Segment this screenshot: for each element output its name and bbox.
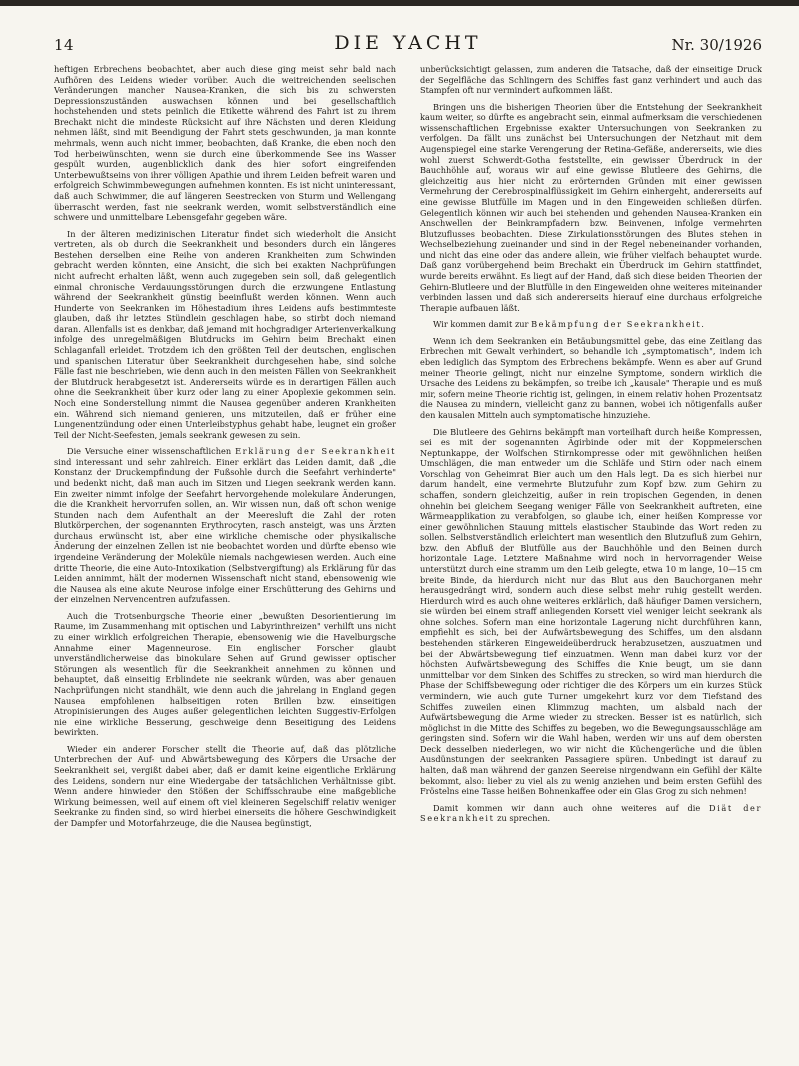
paragraph: Wenn ich dem Seekranken ein Betäubungsmittel gebe, das eine Zeitlang das Erbrechen mit Gewalt verhindert, so behandle ich „symptomatisch", indem ich eben lediglich das Symptom des Erbrechens bekämpfe. Wenn es aber auf Grund meiner Theorie gelingt, nicht nur einzelne Symptome, sondern wirklich die Ursache des Leidens zu bekämpfen, so treibe ich „kausale" Therapie und es muß mir, sofern meine Theorie richtig ist, gelingen, in einem relativ hohen Prozentsatz die Nausea zu mindern, vielleicht ganz zu bannen, wobei ich nötigenfalls außer den kausalen Mitteln auch symptomatische hinzuziehe. [420,335,762,420]
spaced-heading: Diät der Seekrankheit [420,802,762,824]
left-column [54,64,396,1060]
article-body [54,64,762,1060]
spaced-heading: Erklärung der Seekrankheit [235,446,396,457]
paragraph: In der älteren medizinischen Literatur findet sich wiederholt die Ansicht vertreten, als ob durch die Seekrankheit und besonders durch ein längeres Bestehen derselben eine Reihe von anderen Krankheiten zum Schwinden gebracht werden könnten, eine Ansicht, die sich bei exakten Nachprüfungen nicht aufrecht erhalten läßt, wenn auch zugegeben sein soll, daß gelegentlich einmal chronische Verdauungsstörungen durch die erzwungene Entlastung während der Seekrankheit günstig beeinflußt werden können. Wenn auch Hunderte von Seekranken im Höhestadium ihres Leidens aufs bestimmteste glauben, daß ihr letztes Stündlein geschlagen habe, so stirbt doch niemand daran. Allenfalls ist es denkbar, daß jemand mit hochgradiger Arterienverkalkung infolge des unregelmäßigen Blutdrucks im Gehirn beim Brechakt einen Schlaganfall erleidet. Trotzdem ich den größten Teil der deutschen, englischen und spanischen Literatur über Seekrankheit durchgesehen habe, sind solche Fälle fast nie beschrieben, wie denn auch in den meisten Fällen von Seekrankheit der Blutdruck herabgesetzt ist. Andererseits würde es in derartigen Fällen auch ohne die Seekrankheit über kurz oder lang zu einer Apoplexie gekommen sein. Noch eine Sonderstellung nimmt die Nausea gegenüber anderen Krankheiten ein. Während sich niemand genieren, uns mitzuteilen, daß er früher eine Lungenentzündung oder einen Unterleibstyphus gehabt habe, leugnet ein großer Teil der Nicht-Seefesten, jemals seekrank gewesen zu sein. [54,228,396,440]
page-number: 14 [54,36,75,54]
magazine-title: DIE YACHT [334,32,482,54]
paragraph-text: zu sprechen. [497,813,551,824]
paragraph [54,446,396,605]
issue-number: Nr. 30/1926 [671,36,762,54]
right-column [420,64,762,1060]
page-top-border [0,0,799,6]
paragraph: Auch die Trotsenburgsche Theorie einer „bewußten Desorientierung im Raume, im Zusammenhang mit optischen und Labyrinthreizen" verhilft uns nicht zu einer wirklich erfolgreichen Therapie, ebensowenig wie die Havelburgsche Annahme einer Magenneurose. Ein englischer Forscher glaubt unverständlicherweise das binokulare Sehen auf Grund gewisser optischer Störungen als wesentlich für die Seekrankheit annehmen zu können und behauptet, daß einseitig Erblindete nie seekrank würden, was aber genauen Nachprüfungen nicht standhält, wie denn auch die jahrelang in England gegen Nausea empfohlenen halbseitigen roten Brillen bzw. einseitigen Atropinisierungen des Auges außer gelegentlichen leichten Suggestiv-Erfolgen nie eine wirkliche Besserung, geschweige denn Beseitigung des Leidens bewirkten. [54,610,396,738]
paragraph: Bringen uns die bisherigen Theorien über die Entstehung der Seekrankheit kaum weiter, so dürfte es angebracht sein, einmal aufmerksam die verschiedenen wissenschaftlichen Ergebnisse exakter Untersuchungen von Seekranken zu verfolgen. Da fällt uns zunächst bei Untersuchungen der Netzhaut mit dem Augenspiegel eine starke Verengerung der Retina-Gefäße, andererseits, wie dies wohl zuerst Schwerdt-Gotha feststellte, ein gewisser Überdruck in der Bauchhöhle auf, woraus wir auf eine gewisse Blutleere des Gehirns, die gleichzeitig aus hier nicht zu erörternden Gründen mit einer gewissen Vermehrung der Cerebrospinalflüssigkeit im Gehirn einhergeht, andererseits auf eine gewisse Blutfülle im Magen und in den Eingeweiden schließen dürfen. Gelegentlich können wir auch bei stehenden und gehenden Nausea-Kranken ein Anschwellen der Beinkrampfadern bzw. Beinvenen, infolge vermehrten Blutzuflusses beobachten. Diese Zirkulationsstörungen des Blutes stehen in Wechselbeziehung zueinander und sind in der Regel nebeneinander vorhanden, und nicht das eine oder das andere allein, wie früher vielfach behauptet wurde. Daß ganz vorübergehend beim Brechakt ein Überdruck im Gehirn stattfindet, wurde bereits erwähnt. Es liegt auf der Hand, daß sich diese beiden Theorien der Gehirn-Blutleere und der Blutfülle in den Eingeweiden ohne weiteres miteinander verbinden lassen und daß sich andererseits hierauf eine durchaus erfolgreiche Therapie aufbauen läßt. [420,101,762,313]
paragraph-lead: Damit kommen wir dann auch ohne weiteres auf die [433,802,701,813]
paragraph: Wieder ein anderer Forscher stellt die Theorie auf, daß das plötzliche Unterbrechen der Auf- und Abwärtsbewegung des Körpers die Ursache der Seekrankheit sei, vergißt dabei aber, daß er damit keine eigentliche Erklärung des Leidens, sondern nur eine Wiedergabe der tatsächlichen Verhältnisse gibt. Wenn andere hinwieder den Stößen der Schiffsschraube eine maßgebliche Wirkung beimessen, weil auf einem oft viel kleineren Segelschiff relativ weniger Seekranke zu finden sind, so wird hierbei einerseits die höhere Geschwindigkeit der Dampfer und Motorfahrzeuge, die die Nausea begünstigt, [54,743,396,828]
page-header [54,32,762,58]
paragraph: Die Blutleere des Gehirns bekämpft man vorteilhaft durch heiße Kompressen, sei es mit der sogenannten Ägirbinde oder mit der Koppmeierschen Neptunkappe, der Wolfschen Stirnkompresse oder mit gewöhnlichen heißen Umschlägen, die man entweder um die Schläfe und Stirn oder nach einem Vorschlag von Geheimrat Bier auch um den Hals legt. Da es sich hierbei nur darum handelt, eine vermehrte Blutzufuhr zum Kopf bzw. zum Gehirn zu schaffen, sondern gleichzeitig, außer in rein tropischen Gegenden, in denen ohnehin bei gleichem Seegang weniger Fälle von Seekrankheit auftreten, eine Wärmeapplikation zu verabfolgen, so glaube ich, einer heißen Kompresse vor einer gewöhnlichen Stauung mittels elastischer Staubinde das Wort reden zu sollen. Selbstverständlich erleichtert man wesentlich den Blutzufluß zum Gehirn, bzw. den Abfluß der Blutfülle aus der Bauchhöhle und den Beinen durch horizontale Lage. Letztere Maßnahme wird noch in hervorragender Weise unterstützt durch eine stramm um den Leib gelegte, etwa 10 m lange, 10—15 cm breite Binde, da hierdurch nicht nur das Blut aus den Bauchorganen mehr herausgedrängt wird, sondern auch diese selbst mehr ruhig gestellt werden. Hierdurch wird es auch ohne weiteres erklärlich, daß häufiger Damen versichern, sie würden bei einem straff anliegenden Korsett viel weniger leicht seekrank als ohne solches. Sofern man eine horizontale Lagerung nicht durchführen kann, empfiehlt es sich, bei der Aufwärtsbewegung des Schiffes, um den alsdann bestehenden stärkeren Eingeweideüberdruck herabzusetzen, auszuatmen und bei der Abwärtsbewegung tief einzuatmen. Wenn man dabei kurz vor der höchsten Aufwärtsbewegung des Schiffes die Knie beugt, um sie dann unmittelbar vor dem Sinken des Schiffes zu strecken, so wird man hierdurch die Phase der Schiffsbewegung oder richtiger die des Körpers um ein kurzes Stück vermindern, wie auch gute Turner umgekehrt kurz vor dem Tiefstand des Schiffes zuweilen einen Klimmzug machten, um alsbald nach der Aufwärtsbewegung die Arme wieder zu strecken. Besser ist es natürlich, sich möglichst in die Mitte des Schiffes zu begeben, wo die Bewegungsausschläge am geringsten sind. Sofern wir die Wahl haben, werden wir uns auf dem obersten Deck desselben niederlegen, wo wir nicht die Küchengerüche und die üblen Ausdünstungen der seekranken Passagiere spüren. Unbedingt ist darauf zu halten, daß man während der ganzen Seereise nirgendwann ein Gefühl der Kälte bekommt, also: lieber zu viel als zu wenig anziehen und beim ersten Gefühl des Fröstelns eine Tasse heißen Bohnenkaffee oder ein Glas Grog zu sich nehmen! [420,426,762,797]
spaced-heading: Bekämpfung der Seekrankheit. [531,319,706,330]
paragraph: heftigen Erbrechens beobachtet, aber auch diese ging meist sehr bald nach Aufhören des Leidens wieder vorüber. Auch die weitreichenden seelischen Veränderungen mancher Nausea-Kranken, die sich bis zu schwersten Depressionszuständen auswachsen können und bei gesellschaftlich hochstehenden und stets peinlich die Etikette während des Fahrt ist zu ihrem Brechakt nicht die mindeste Rücksicht auf ihre Nächsten und deren Kleidung nehmen läßt, sind mit Beendigung der Fahrt stets geschwunden, ja man konnte mehrmals, wenn auch nicht immer, beobachten, daß Kranke, die eben noch den Tod herbeiwünschten, wenn sie durch eine überkommende See ins Wasser gespült wurden, augenblicklich dank des hier sofort eingreifenden Unterbewußtseins von ihrer völligen Apathie und ihrem Leiden befreit waren und erfolgreich Schwimmbewegungen aufnehmen konnten. Es ist nicht uninteressant, daß auch Schwimmer, die auf längeren Seestrecken von Sturm und Wellengang überrascht werden, fast nie seekrank werden, womit selbstverständlich eine schwere und unmittelbare Lebensgefahr gegeben wäre. [54,64,396,223]
paragraph [420,319,762,330]
paragraph: unberücksichtigt gelassen, zum anderen die Tatsache, daß der einseitige Druck der Segelfläche das Schlingern des Schiffes fast ganz verhindert und auch das Stampfen oft nur vermindert aufkommen läßt. [420,64,762,96]
paragraph-lead: Die Versuche einer wissenschaftlichen [67,446,232,457]
paragraph-text: sind interessant und sehr zahlreich. Einer erklärt das Leiden damit, daß „die Konstanz der Druckempfindung der Fußsohle durch die Seefahrt verhinderte" und bedenkt nicht, daß man auch im Sitzen und Liegen seekrank werden kann. Ein zweiter nimmt infolge der Seefahrt hervorgehende molekulare Änderungen, die die Krankheit hervorrufen sollen, an. Wir wissen nun, daß oft schon wenige Stunden nach dem Aufenthalt an der Meeresluft die Zahl der roten Blutkörperchen, der sogenannten Erythrocyten, rasch ansteigt, was uns Ärzten durchaus erwünscht ist, aber eine wirkliche chemische oder physikalische Änderung der einzelnen Zellen ist nie beobachtet worden und dürfte ebenso wie irgendeine Veränderung der Moleküle niemals nachgewiesen werden. Auch eine dritte Theorie, die eine Auto-Intoxikation (Selbstvergiftung) als Erklärung für das Leiden annimmt, hält der modernen Wissenschaft nicht stand, ebensowenig wie die Nausea als eine akute Neurose infolge einer Erschütterung des Gehirns und der einzelnen Nervencentren aufzufassen. [54,456,396,605]
paragraph-lead: Wir kommen damit zur [433,319,529,330]
paragraph [420,803,762,824]
